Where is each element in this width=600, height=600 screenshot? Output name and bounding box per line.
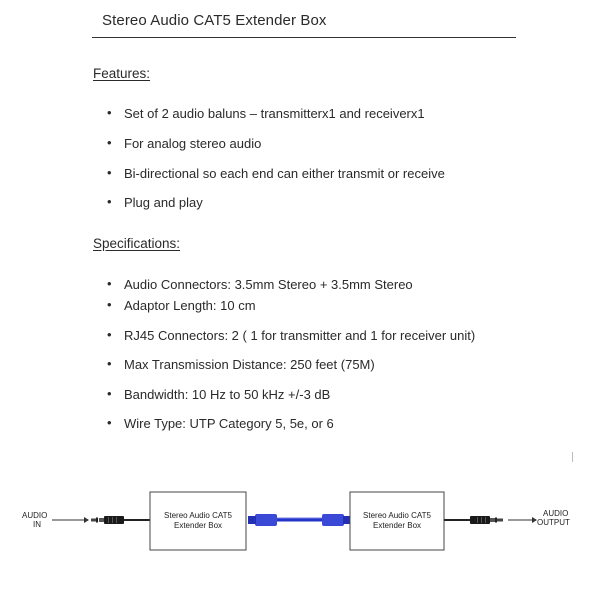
cat5-cable (248, 514, 351, 526)
audio-in-label-line2: IN (33, 520, 41, 529)
audio-in-label-line1: AUDIO (22, 511, 48, 520)
spec-text: Max Transmission Distance: 250 feet (75M) (124, 357, 375, 372)
extender-box-receiver (350, 492, 444, 550)
spec-text: Bandwidth: 10 Hz to 50 kHz +/-3 dB (124, 387, 331, 402)
audio-jack-icon (444, 516, 503, 524)
edge-mark (572, 452, 573, 462)
audio-jack-icon (91, 516, 150, 524)
input-arrow-icon (52, 517, 89, 523)
bullet-icon: • (107, 386, 112, 401)
feature-text: For analog stereo audio (124, 136, 262, 151)
feature-text: Plug and play (124, 195, 203, 210)
bullet-icon: • (107, 165, 112, 180)
output-arrow-icon (508, 517, 537, 523)
rj45-plug-left-icon (255, 514, 277, 526)
document-title: Stereo Audio CAT5 Extender Box (102, 12, 327, 29)
feature-text: Set of 2 audio baluns – transmitterx1 and receiverx1 (124, 106, 425, 121)
spec-text: Wire Type: UTP Category 5, 5e, or 6 (124, 416, 334, 431)
bullet-icon: • (107, 276, 112, 291)
audio-output-label-line1: AUDIO (543, 509, 569, 518)
bullet-icon: • (107, 327, 112, 342)
spec-text: RJ45 Connectors: 2 ( 1 for transmitter and 1 for receiver unit) (124, 328, 476, 343)
rj45-plug-right-icon (322, 514, 344, 526)
audio-output-label-line2: OUTPUT (537, 518, 570, 527)
feature-text: Bi-directional so each end can either transmit or receive (124, 166, 445, 181)
spec-text: Audio Connectors: 3.5mm Stereo + 3.5mm Stereo (124, 277, 413, 292)
bullet-icon: • (107, 297, 112, 312)
spec-text: Adaptor Length: 10 cm (124, 298, 256, 313)
features-heading: Features: (93, 66, 151, 81)
connection-diagram (0, 470, 600, 570)
extender-box-transmitter (150, 492, 246, 550)
box1-label-line1: Stereo Audio CAT5 (164, 511, 232, 520)
bullet-icon: • (107, 135, 112, 150)
bullet-icon: • (107, 194, 112, 209)
box1-label-line2: Extender Box (173, 521, 223, 530)
title-divider (92, 37, 516, 38)
specifications-heading: Specifications: (93, 236, 181, 251)
bullet-icon: • (107, 415, 112, 430)
bullet-icon: • (107, 105, 112, 120)
bullet-icon: • (107, 356, 112, 371)
box2-label-line2: Extender Box (372, 521, 422, 530)
box2-label-line1: Stereo Audio CAT5 (363, 511, 431, 520)
